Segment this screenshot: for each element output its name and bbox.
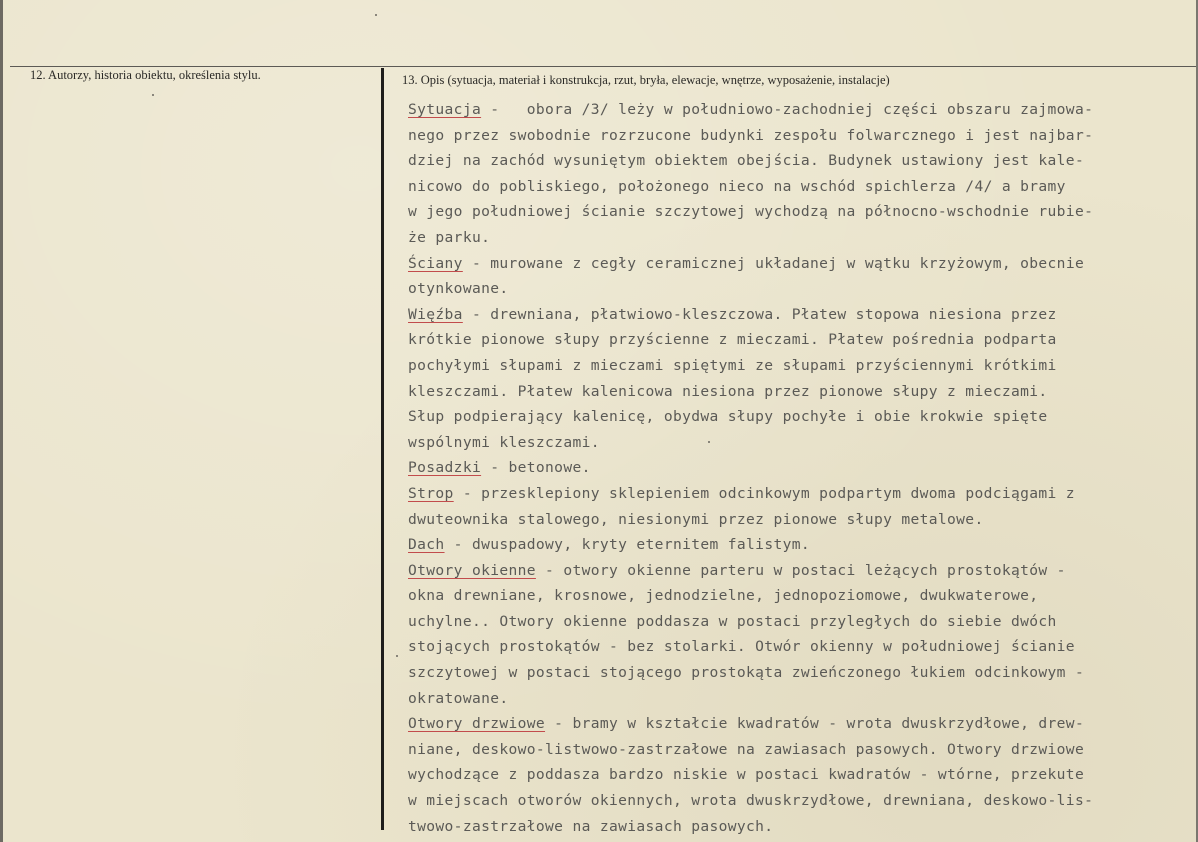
line-text: pochyłymi słupami z mieczami spiętymi ze słupami przyściennymi krótkimi bbox=[408, 356, 1057, 374]
line-text: - przesklepiony sklepieniem odcinkowym podpartym dwoma podciągami z bbox=[453, 484, 1075, 502]
line-text: niane, deskowo-listwowo-zastrzałowe na zawiasach pasowych. Otwory drzwiowe bbox=[408, 740, 1085, 758]
line-text: okna drewniane, krosnowe, jednodzielne, jednopoziomowe, dwukwaterowe, bbox=[408, 587, 1039, 605]
description-line bbox=[408, 507, 1198, 533]
line-text: szczytowej w postaci stojącego prostokąta zwieńczonego łukiem odcinkowym - bbox=[408, 664, 1085, 682]
description-line bbox=[408, 711, 1198, 737]
line-text: że parku. bbox=[408, 228, 491, 246]
paper-speck bbox=[708, 441, 710, 443]
form-top-rule bbox=[10, 66, 1196, 67]
description-line bbox=[408, 225, 1198, 251]
description-line bbox=[408, 353, 1198, 379]
description-text bbox=[408, 97, 1198, 839]
line-text: dwuteownika stalowego, niesionymi przez pionowe słupy metalowe. bbox=[408, 510, 984, 528]
description-line bbox=[408, 174, 1198, 200]
description-line bbox=[408, 558, 1198, 584]
description-line bbox=[408, 788, 1198, 814]
description-line bbox=[408, 404, 1198, 430]
line-text: otynkowane. bbox=[408, 280, 509, 298]
paper-speck bbox=[152, 94, 154, 96]
description-line bbox=[408, 123, 1198, 149]
description-line bbox=[408, 379, 1198, 405]
line-text: w miejscach otworów okiennych, wrota dwuskrzydłowe, drewniana, deskowo-lis- bbox=[408, 792, 1094, 810]
section-term: Więźba bbox=[408, 305, 463, 323]
description-line bbox=[408, 276, 1198, 302]
description-line bbox=[408, 737, 1198, 763]
line-text: okratowane. bbox=[408, 689, 509, 707]
description-line bbox=[408, 199, 1198, 225]
description-line bbox=[408, 148, 1198, 174]
section-12-heading: 12. Autorzy, historia obiektu, określenia stylu. bbox=[30, 68, 261, 82]
line-text: - murowane z cegły ceramicznej układanej w wątku krzyżowym, obecnie bbox=[462, 254, 1085, 272]
section-term: Sytuacja bbox=[408, 101, 482, 118]
line-text: wychodzące z poddasza bardzo niskie w postaci kwadratów - wtórne, przekute bbox=[408, 766, 1085, 784]
line-text: uchylne.. Otwory okienne poddasza w postaci przyległych do siebie dwóch bbox=[408, 612, 1057, 630]
description-line bbox=[408, 634, 1198, 660]
line-text: stojących prostokątów - bez stolarki. Otwór okienny w południowej ścianie bbox=[408, 638, 1075, 656]
section-term: Otwory drzwiowe bbox=[408, 715, 546, 733]
column-divider bbox=[381, 68, 384, 830]
line-text: twowo-zastrzałowe na zawiasach pasowych. bbox=[408, 817, 774, 835]
line-text: - bramy w kształcie kwadratów - wrota dwuskrzydłowe, drew- bbox=[545, 715, 1085, 733]
line-text: kleszczami. Płatew kalenicowa niesiona przez pionowe słupy z mieczami. bbox=[408, 382, 1048, 400]
line-text: Słup podpierający kalenicę, obydwa słupy pochyłe i obie krokwie spięte bbox=[408, 408, 1048, 426]
section-term: Ściany bbox=[408, 254, 463, 272]
section-term: Posadzki bbox=[408, 459, 482, 477]
line-text: - dwuspadowy, kryty eternitem falistym. bbox=[444, 536, 810, 554]
line-text: - betonowe. bbox=[481, 459, 591, 477]
description-line bbox=[408, 660, 1198, 686]
paper-speck bbox=[375, 14, 377, 16]
section-term: Dach bbox=[408, 536, 445, 554]
line-text: dziej na zachód wysuniętym obiektem obejścia. Budynek ustawiony jest kale- bbox=[408, 152, 1085, 170]
line-text: w jego południowej ścianie szczytowej wychodzą na północno-wschodnie rubie- bbox=[408, 203, 1094, 221]
section-term: Strop bbox=[408, 484, 454, 502]
description-line bbox=[408, 762, 1198, 788]
description-line bbox=[408, 302, 1198, 328]
line-text: - otwory okienne parteru w postaci leżących prostokątów - bbox=[535, 561, 1066, 579]
line-text: - obora /3/ leży w południowo-zachodniej części obszaru zajmowa- bbox=[481, 101, 1094, 118]
page-left-edge bbox=[0, 0, 3, 842]
line-text: nego przez swobodnie rozrzucone budynki zespołu folwarcznego i jest najbar- bbox=[408, 126, 1094, 144]
line-text: nicowo do pobliskiego, położonego nieco na wschód spichlerza /4/ a bramy bbox=[408, 177, 1066, 195]
section-term: Otwory okienne bbox=[408, 561, 536, 579]
description-line bbox=[408, 251, 1198, 277]
description-line bbox=[408, 686, 1198, 712]
description-line bbox=[408, 327, 1198, 353]
paper-speck bbox=[396, 655, 398, 657]
description-line bbox=[408, 583, 1198, 609]
description-line bbox=[408, 609, 1198, 635]
description-line bbox=[408, 814, 1198, 840]
description-line bbox=[408, 455, 1198, 481]
description-line bbox=[408, 430, 1198, 456]
description-line bbox=[408, 97, 1198, 123]
line-text: wspólnymi kleszczami. bbox=[408, 433, 600, 451]
description-line bbox=[408, 481, 1198, 507]
description-line bbox=[408, 532, 1198, 558]
line-text: - drewniana, płatwiowo-kleszczowa. Płatew stopowa niesiona przez bbox=[462, 305, 1057, 323]
section-13-heading: 13. Opis (sytuacja, materiał i konstrukcja, rzut, bryła, elewacje, wnętrze, wyposażenie, instalacje) bbox=[402, 73, 890, 87]
line-text: krótkie pionowe słupy przyścienne z mieczami. Płatew pośrednia podparta bbox=[408, 331, 1057, 349]
